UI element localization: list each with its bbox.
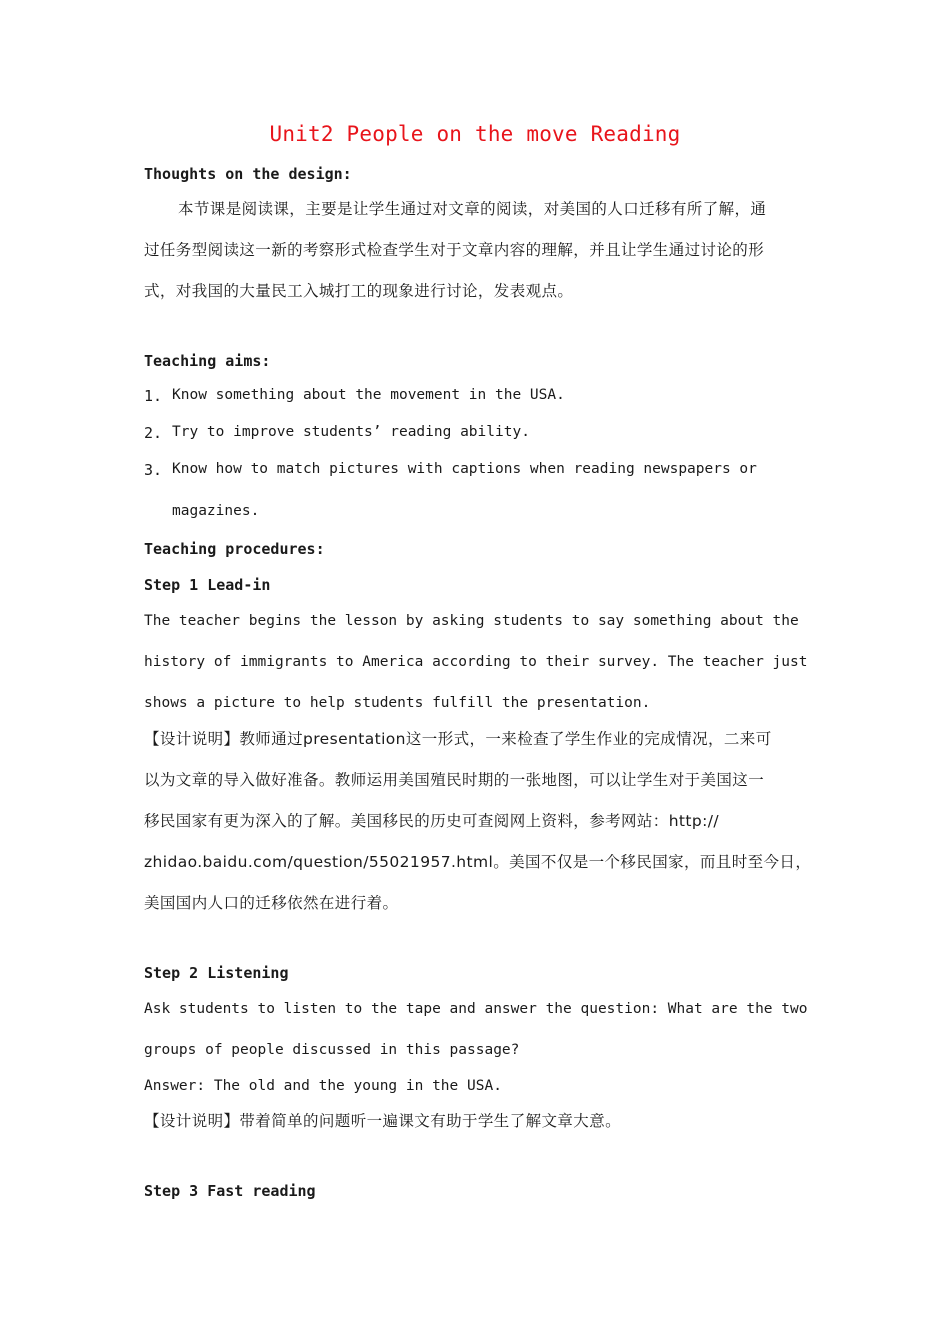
document-title: Unit2 People on the move Reading (269, 122, 681, 146)
aim-number-2: 2. (144, 424, 163, 442)
thoughts-line-3: 式，对我国的大量民工入城打工的现象进行讨论，发表观点。 (144, 282, 574, 300)
step1-note-line-3: 移民国家有更为深入的了解。美国移民的历史可查阅网上资料，参考网站：http:// (144, 812, 719, 830)
aim-number-1: 1. (144, 387, 163, 405)
step1-heading: Step 1 Lead-in (144, 576, 271, 594)
step3-heading: Step 3 Fast reading (144, 1182, 316, 1200)
step1-line-3: shows a picture to help students fulfill the presentation. (144, 695, 651, 711)
step2-answer: Answer: The old and the young in the USA. (144, 1078, 502, 1094)
aim-item-3-line-2: magazines. (172, 503, 260, 519)
step1-note-line-1: 【设计说明】教师通过presentation这一形式，一来检查了学生作业的完成情况，二来可 (144, 730, 772, 748)
step1-line-1: The teacher begins the lesson by asking students to say something about the (144, 613, 799, 629)
step2-line-1: Ask students to listen to the tape and answer the question: What are the two (144, 1001, 808, 1017)
step1-note-line-4: zhidao.baidu.com/question/55021957.html。美国不仅是一个移民国家，而且时至今日， (144, 853, 812, 871)
aim-item-1: Know something about the movement in the USA. (172, 387, 565, 403)
aim-number-3: 3. (144, 461, 163, 479)
step1-note-line-2: 以为文章的导入做好准备。教师运用美国殖民时期的一张地图，可以让学生对于美国这一 (144, 771, 765, 789)
aim-item-3-line-1: Know how to match pictures with captions when reading newspapers or (172, 461, 757, 477)
aims-heading: Teaching aims: (144, 352, 271, 370)
step2-heading: Step 2 Listening (144, 964, 289, 982)
step1-line-2: history of immigrants to America according to their survey. The teacher just (144, 654, 808, 670)
aim-item-2: Try to improve students’ reading ability. (172, 424, 530, 440)
step1-note-line-5: 美国国内人口的迁移依然在进行着。 (144, 894, 399, 912)
thoughts-line-2: 过任务型阅读这一新的考察形式检查学生对于文章内容的理解，并且让学生通过讨论的形 (144, 241, 765, 259)
procedures-heading: Teaching procedures: (144, 540, 325, 558)
thoughts-line-1: 本节课是阅读课，主要是让学生通过对文章的阅读，对美国的人口迁移有所了解，通 (178, 200, 767, 218)
step2-note: 【设计说明】带着简单的问题听一遍课文有助于学生了解文章大意。 (144, 1112, 622, 1130)
step2-line-2: groups of people discussed in this passage? (144, 1042, 520, 1058)
thoughts-heading: Thoughts on the design: (144, 165, 352, 183)
